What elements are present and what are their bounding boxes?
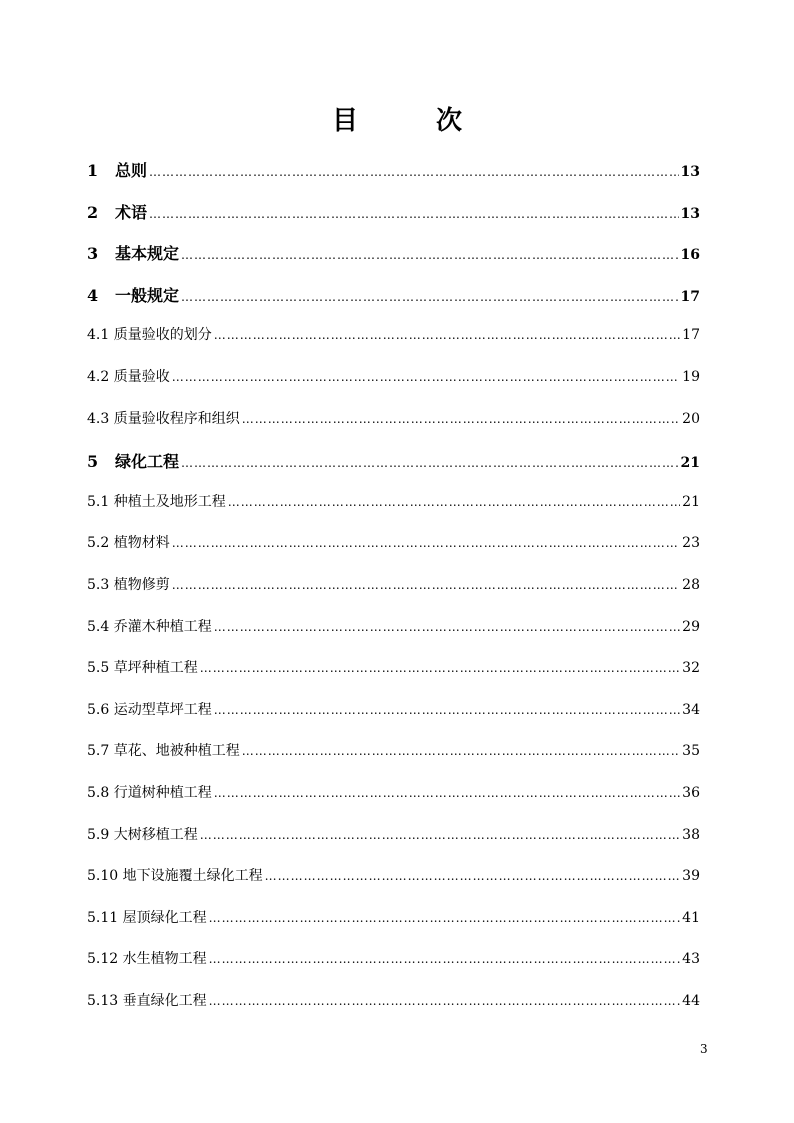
toc-entry-number: 5.7 (87, 743, 110, 759)
toc-entry-title: 总则 (115, 161, 148, 180)
toc-dot-leader (214, 786, 680, 800)
toc-entry-label (87, 408, 240, 428)
toc-entry-title: 运动型草坪工程 (113, 702, 212, 718)
toc-entry-number: 5.3 (87, 577, 110, 593)
toc-entry-page: 13 (680, 164, 700, 180)
toc-entry[interactable] (87, 865, 700, 889)
toc-entry-page: 17 (680, 289, 700, 305)
toc-entry-title: 行道树种植工程 (113, 785, 212, 801)
toc-entry-label (87, 782, 212, 802)
toc-entry-title: 质量验收 (113, 369, 170, 385)
toc-entry[interactable] (87, 324, 700, 348)
toc-entry-title: 草花、地被种植工程 (113, 743, 240, 759)
toc-entry-page: 29 (682, 619, 700, 635)
toc-entry-label (87, 740, 240, 760)
toc-entry-title: 垂直绿化工程 (122, 993, 207, 1009)
toc-entry-page: 41 (682, 910, 700, 926)
toc-dot-leader (149, 207, 679, 221)
toc-entry-page: 17 (682, 327, 700, 343)
toc-entry[interactable] (87, 491, 700, 515)
toc-entry[interactable] (87, 824, 700, 848)
toc-entry-number: 5.2 (87, 535, 110, 551)
toc-entry[interactable] (87, 283, 700, 307)
toc-entry-number: 4.3 (87, 411, 110, 427)
toc-entry-title: 屋顶绿化工程 (122, 910, 207, 926)
toc-entry-label (87, 241, 179, 264)
toc-dot-leader (265, 869, 681, 883)
toc-entry-number: 5.8 (87, 785, 110, 801)
toc-dot-leader (228, 495, 680, 509)
toc-entry-number: 5 (87, 452, 99, 471)
toc-entry-page: 23 (682, 535, 700, 551)
toc-dot-leader (200, 661, 680, 675)
toc-entry-title: 植物修剪 (113, 577, 170, 593)
toc-entry-title: 质量验收程序和组织 (113, 411, 240, 427)
toc-entry-title: 水生植物工程 (122, 951, 207, 967)
toc-entry-title: 绿化工程 (115, 452, 180, 471)
toc-entry[interactable] (87, 699, 700, 723)
toc-dot-leader (181, 248, 679, 262)
toc-entry[interactable] (87, 990, 700, 1014)
toc-entry[interactable] (87, 532, 700, 556)
title-char-1: 目 (332, 106, 359, 136)
toc-entry[interactable] (87, 408, 700, 432)
toc-entry[interactable] (87, 449, 700, 473)
toc-entry-label (87, 574, 170, 594)
toc-entry-title: 一般规定 (115, 286, 180, 305)
toc-entry-number: 5.11 (87, 910, 119, 926)
toc-entry[interactable] (87, 158, 700, 182)
toc-entry[interactable] (87, 907, 700, 931)
toc-entry-number: 5.10 (87, 868, 119, 884)
toc-entry-page: 13 (680, 206, 700, 222)
toc-entry-number: 5.4 (87, 619, 110, 635)
toc-dot-leader (242, 744, 680, 758)
toc-entry-label (87, 283, 179, 306)
title-char-2: 次 (436, 106, 463, 136)
toc-entry-title: 质量验收的划分 (113, 327, 212, 343)
toc-entry-title: 乔灌木种植工程 (113, 619, 212, 635)
toc-entry[interactable] (87, 948, 700, 972)
toc-entry-title: 草坪种植工程 (113, 660, 198, 676)
toc-entry[interactable] (87, 616, 700, 640)
toc-entry-page: 39 (682, 868, 700, 884)
toc-entry[interactable] (87, 200, 700, 224)
toc-entry[interactable] (87, 782, 700, 806)
toc-dot-leader (209, 911, 681, 925)
toc-entry-number: 5.13 (87, 993, 119, 1009)
toc-entry-number: 5.9 (87, 827, 110, 843)
toc-entry-title: 大树移植工程 (113, 827, 198, 843)
toc-entry-label (87, 491, 226, 511)
toc-entry[interactable] (87, 657, 700, 681)
toc-entry-label (87, 657, 198, 677)
toc-entry-page: 28 (682, 577, 700, 593)
toc-entry-page: 35 (682, 743, 700, 759)
toc-entry-page: 20 (682, 411, 700, 427)
toc-entry-title: 植物材料 (113, 535, 170, 551)
toc-entry[interactable] (87, 366, 700, 390)
toc-entry[interactable] (87, 740, 700, 764)
toc-entry-label (87, 865, 263, 885)
toc-entry-title: 术语 (115, 203, 148, 222)
toc-entry-label (87, 616, 212, 636)
toc-dot-leader (242, 412, 680, 426)
toc-dot-leader (172, 370, 680, 384)
toc-entry-label (87, 366, 170, 386)
toc-dot-leader (149, 165, 679, 179)
toc-dot-leader (209, 994, 681, 1008)
toc-dot-leader (214, 703, 680, 717)
toc-entry-page: 19 (682, 369, 700, 385)
toc-entry-label (87, 907, 207, 927)
toc-entry-label (87, 200, 147, 223)
toc-entry-page: 43 (682, 951, 700, 967)
toc-dot-leader (172, 536, 680, 550)
toc-entry-page: 32 (682, 660, 700, 676)
toc-dot-leader (181, 456, 679, 470)
toc-dot-leader (172, 578, 680, 592)
toc-entry-number: 4.1 (87, 327, 110, 343)
toc-entry-label (87, 699, 212, 719)
toc-dot-leader (181, 290, 679, 304)
toc-entry-page: 44 (682, 993, 700, 1009)
toc-entry-number: 5.12 (87, 951, 119, 967)
toc-entry-number: 3 (87, 244, 99, 263)
toc-entry-number: 1 (87, 161, 99, 180)
toc-entry-page: 21 (680, 455, 700, 471)
toc-entry-label (87, 824, 198, 844)
toc-entry-label (87, 532, 170, 552)
toc-entry-number: 2 (87, 203, 99, 222)
toc-entry-number: 4.2 (87, 369, 110, 385)
toc-entry-title: 地下设施覆土绿化工程 (122, 868, 263, 884)
toc-entry-label (87, 990, 207, 1010)
toc-entry-page: 16 (680, 247, 700, 263)
toc-entry-page: 38 (682, 827, 700, 843)
toc-entry-title: 基本规定 (115, 244, 180, 263)
toc-dot-leader (214, 620, 680, 634)
toc-entry-label (87, 324, 212, 344)
toc-entry-number: 5.1 (87, 494, 110, 510)
page-number: 3 (700, 1042, 708, 1056)
toc-entry-label (87, 158, 147, 181)
toc-dot-leader (200, 828, 680, 842)
toc-entry[interactable] (87, 241, 700, 265)
toc-entry[interactable] (87, 574, 700, 598)
toc-entry-page: 21 (682, 494, 700, 510)
toc-dot-leader (209, 952, 681, 966)
page-title (0, 100, 794, 140)
toc-entry-label (87, 948, 207, 968)
toc-entry-number: 5.5 (87, 660, 110, 676)
toc-entry-page: 36 (682, 785, 700, 801)
toc-entry-number: 5.6 (87, 702, 110, 718)
toc-entry-label (87, 449, 179, 472)
toc-entry-title: 种植土及地形工程 (113, 494, 226, 510)
toc-entry-number: 4 (87, 286, 99, 305)
toc-entry-page: 34 (682, 702, 700, 718)
toc-dot-leader (214, 328, 680, 342)
